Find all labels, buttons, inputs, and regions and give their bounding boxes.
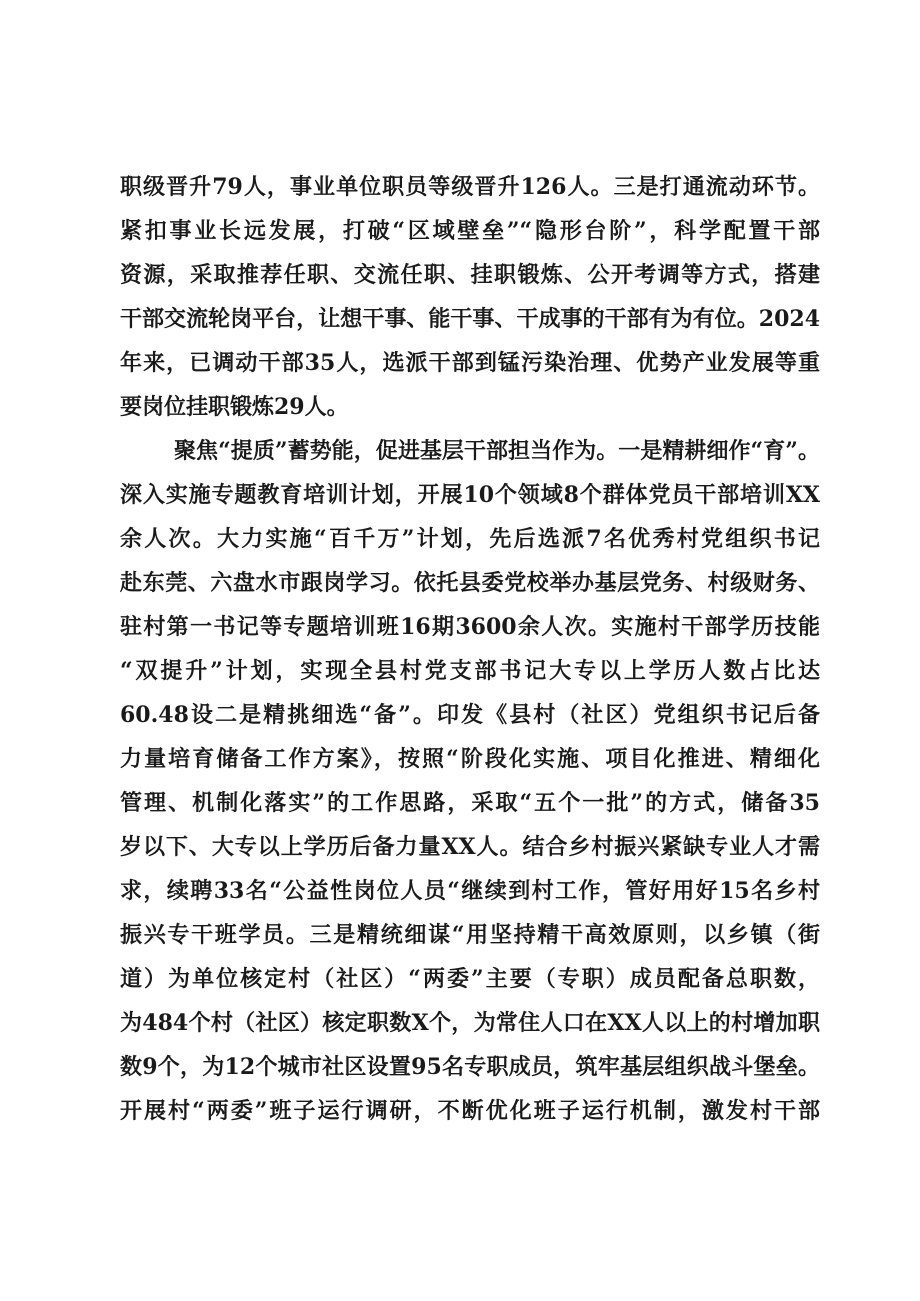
text-line: 为484个村（社区）核定职数X个，为常住人口在XX人以上的村增加职 xyxy=(120,1010,820,1036)
text-line: 年来，已调动干部35人，选派干部到锰污染治理、优势产业发展等重 xyxy=(120,350,820,376)
document-body xyxy=(120,165,820,1133)
text-line: 干部交流轮岗平台，让想干事、能干事、干成事的干部有为有位。2024 xyxy=(120,306,820,332)
text-line: 紧扣事业长远发展，打破“区域壁垒”“隐形台阶”，科学配置干部 xyxy=(120,218,820,244)
text-line: 深入实施专题教育培训计划，开展10个领域8个群体党员干部培训XX xyxy=(120,482,820,508)
text-line: 要岗位挂职锻炼29人。 xyxy=(120,394,349,420)
text-line: 赴东莞、六盘水市跟岗学习。依托县委党校举办基层党务、村级财务、 xyxy=(120,570,820,596)
text-line: 力量培育储备工作方案》，按照“阶段化实施、项目化推进、精细化 xyxy=(120,746,820,772)
text-line: 振兴专干班学员。三是精统细谋“用坚持精干高效原则，以乡镇（街 xyxy=(120,922,820,948)
paragraph-1 xyxy=(120,165,820,429)
text-line: 资源，采取推荐任职、交流任职、挂职锻炼、公开考调等方式，搭建 xyxy=(120,262,820,288)
text-line: 数9个，为12个城市社区设置95名专职成员，筑牢基层组织战斗堡垒。 xyxy=(120,1054,820,1080)
text-line: 职级晋升79人，事业单位职员等级晋升126人。三是打通流动环节。 xyxy=(120,174,820,200)
text-line: 道）为单位核定村（社区）“两委”主要（专职）成员配备总职数， xyxy=(120,966,820,992)
paragraph-2 xyxy=(120,429,820,1133)
text-line: 岁以下、大专以上学历后备力量XX人。结合乡村振兴紧缺专业人才需 xyxy=(120,834,820,860)
text-line: 求，续聘33名“公益性岗位人员“继续到村工作，管好用好15名乡村 xyxy=(120,878,820,904)
text-line: 60.48设二是精挑细选“备”。印发《县村（社区）党组织书记后备 xyxy=(120,702,820,728)
text-line: 聚焦“提质”蓄势能，促进基层干部担当作为。一是精耕细作“育”。 xyxy=(174,438,820,464)
text-line: 开展村“两委”班子运行调研，不断优化班子运行机制，激发村干部 xyxy=(120,1098,820,1124)
text-line: 驻村第一书记等专题培训班16期3600余人次。实施村干部学历技能 xyxy=(120,614,820,640)
text-line: 管理、机制化落实”的工作思路，采取“五个一批”的方式，储备35 xyxy=(120,790,820,816)
text-line: 余人次。大力实施“百千万”计划，先后选派7名优秀村党组织书记 xyxy=(120,526,820,552)
text-line: “双提升”计划，实现全县村党支部书记大专以上学历人数占比达 xyxy=(120,658,820,684)
